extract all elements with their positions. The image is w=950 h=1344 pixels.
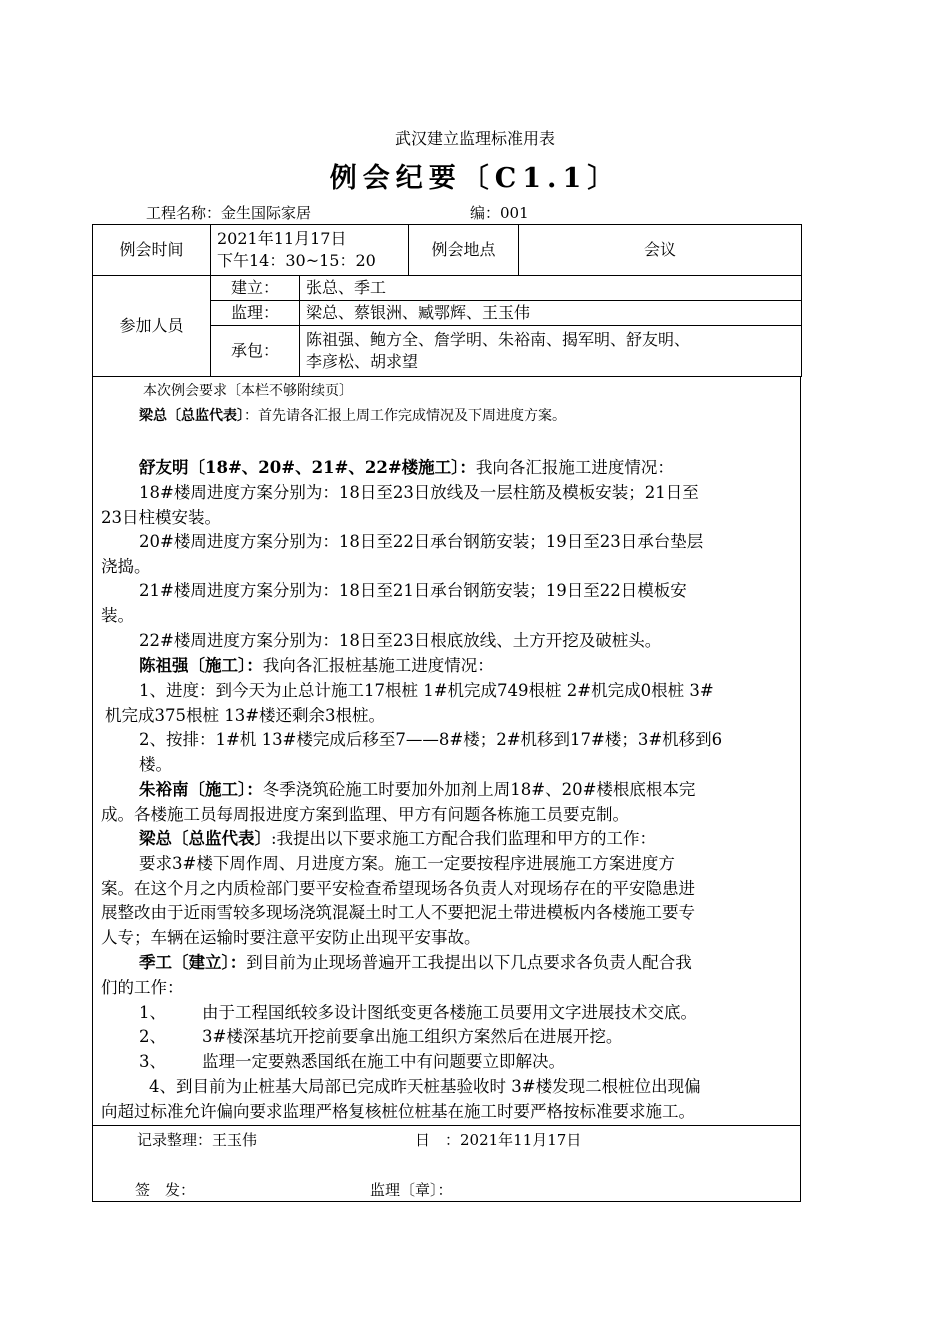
list-item: 3#楼深基坑开挖前要拿出施工组织方案然后在进展开挖。: [202, 1027, 623, 1046]
meeting-hours: 下午14：30~15：20: [217, 251, 376, 270]
document-title: 例会纪要〔C1.1〕: [329, 163, 621, 194]
recorder-field: 记录整理：王玉伟: [137, 1131, 258, 1149]
attendee-role: 建立：: [211, 276, 300, 301]
paragraph: 舒友明〔18#、20#、21#、22#楼施工〕：我向各汇报施工进度情况：: [139, 458, 674, 477]
project-name: 工程名称：金生国际家居: [146, 204, 312, 222]
speaker: 舒友明〔18#、20#、21#、22#楼施工〕：: [139, 458, 476, 477]
speaker: 梁总〔总监代表〕: [139, 829, 271, 848]
text-line: 案。在这个月之内质检部门要平安检查希望现场各负责人对现场存在的平安隐患进: [101, 879, 695, 898]
text-line: 要求3#楼下周作周、月进度方案。施工一定要按程序进展施工方案进度方: [139, 854, 675, 873]
speaker: 陈祖强〔施工〕：: [139, 656, 263, 675]
attendee-names-line: 陈祖强、鲍方全、詹学明、朱裕南、揭军明、舒友明、: [306, 330, 691, 349]
meeting-time-label: 例会时间: [93, 225, 211, 276]
item-number: 1、: [139, 1003, 166, 1022]
record-date: 日 ：2021年11月17日: [415, 1131, 582, 1149]
issuer-signature-field: 签 发：: [135, 1181, 196, 1199]
form-subtitle: 武汉建立监理标准用表: [394, 129, 555, 148]
signature-footer: [92, 1125, 801, 1202]
meeting-minutes-body: [92, 376, 801, 1125]
speaker: 朱裕南〔施工〕：: [139, 780, 263, 799]
text-line: 们的工作：: [101, 978, 184, 997]
item-number: 3、: [139, 1052, 166, 1071]
attendee-role: 承包：: [211, 326, 300, 377]
meeting-date: 2021年11月17日: [217, 229, 347, 248]
paragraph: 梁总〔总监代表〕：首先请各汇报上周工作完成情况及下周进度方案。: [139, 408, 566, 424]
text-line: 23日柱模安装。: [101, 508, 221, 527]
attendee-role: 监理：: [211, 301, 300, 326]
text-line: 21#楼周进度方案分别为：18日至21日承台钢筋安装；19日至22日模板安: [139, 581, 687, 600]
meeting-place-value: 会议: [519, 225, 802, 276]
text-line: 人专；车辆在运输时要注意平安防止出现平安事故。: [101, 928, 481, 947]
list-item: 由于工程国纸较多设计图纸变更各楼施工员要用文字进展技术交底。: [202, 1003, 697, 1022]
attendee-names: 梁总、蔡银洲、臧鄂辉、王玉伟: [300, 301, 802, 326]
supervisor-stamp-field: 监理〔章〕：: [370, 1181, 453, 1199]
meeting-info-table: [92, 224, 802, 377]
text-line: 装。: [101, 606, 134, 625]
speaker: 季工〔建立〕：: [139, 953, 247, 972]
meeting-time-value: [211, 225, 409, 276]
text-line: 1、进度：到今天为止总计施工17根桩 1#机完成749根桩 2#机完成0根桩 3#: [139, 681, 714, 700]
text-line: 向超过标准允许偏向要求监理严格复核桩位桩基在施工时要严格按标准要求施工。: [101, 1102, 695, 1121]
text-line: 20#楼周进度方案分别为：18日至22日承台钢筋安装；19日至23日承台垫层: [139, 532, 704, 551]
meeting-place-label: 例会地点: [409, 225, 519, 276]
attendee-names: [300, 326, 802, 377]
text-line: 成。各楼施工员每周报进度方案到监理、甲方有问题各栋施工员要克制。: [101, 805, 629, 824]
paragraph: 季工〔建立〕：到目前为止现场普遍开工我提出以下几点要求各负责人配合我: [139, 953, 692, 972]
text-line: 2、按排：1#机 13#楼完成后移至7——8#楼；2#机移到17#楼；3#机移到6: [139, 730, 723, 749]
speaker: 梁总〔总监代表〕: [139, 408, 244, 424]
paragraph: 梁总〔总监代表〕:我提出以下要求施工方配合我们监理和甲方的工作：: [139, 829, 657, 848]
attendees-label: 参加人员: [93, 276, 211, 377]
list-item: 监理一定要熟悉国纸在施工中有问题要立即解决。: [202, 1052, 565, 1071]
item-number: 2、: [139, 1027, 166, 1046]
intro-note: 本次例会要求〔本栏不够附续页〕: [143, 383, 353, 399]
attendee-names-line: 李彦松、胡求望: [306, 352, 419, 371]
text-line: 展整改由于近雨雪较多现场浇筑混凝土时工人不要把泥土带进模板内各楼施工要专: [101, 903, 695, 922]
list-item: 4、到目前为止桩基大局部已完成昨天桩基验收时 3#楼发现二根桩位出现偏: [149, 1077, 701, 1096]
text-line: 22#楼周进度方案分别为：18日至23日根底放线、土方开挖及破桩头。: [139, 631, 662, 650]
paragraph: 陈祖强〔施工〕：我向各汇报桩基施工进度情况：: [139, 656, 494, 675]
text-line: 浇捣。: [101, 557, 151, 576]
text-line: 楼。: [139, 755, 172, 774]
paragraph: 朱裕南〔施工〕：冬季浇筑砼施工时要加外加剂上周18#、20#楼根底根本完: [139, 780, 696, 799]
text-line: 机完成375根桩 13#楼还剩余3根桩。: [105, 706, 386, 725]
attendee-names: 张总、季工: [300, 276, 802, 301]
document-code: 编：001: [470, 204, 529, 222]
text-line: 18#楼周进度方案分别为：18日至23日放线及一层柱筋及模板安装；21日至: [139, 483, 699, 502]
